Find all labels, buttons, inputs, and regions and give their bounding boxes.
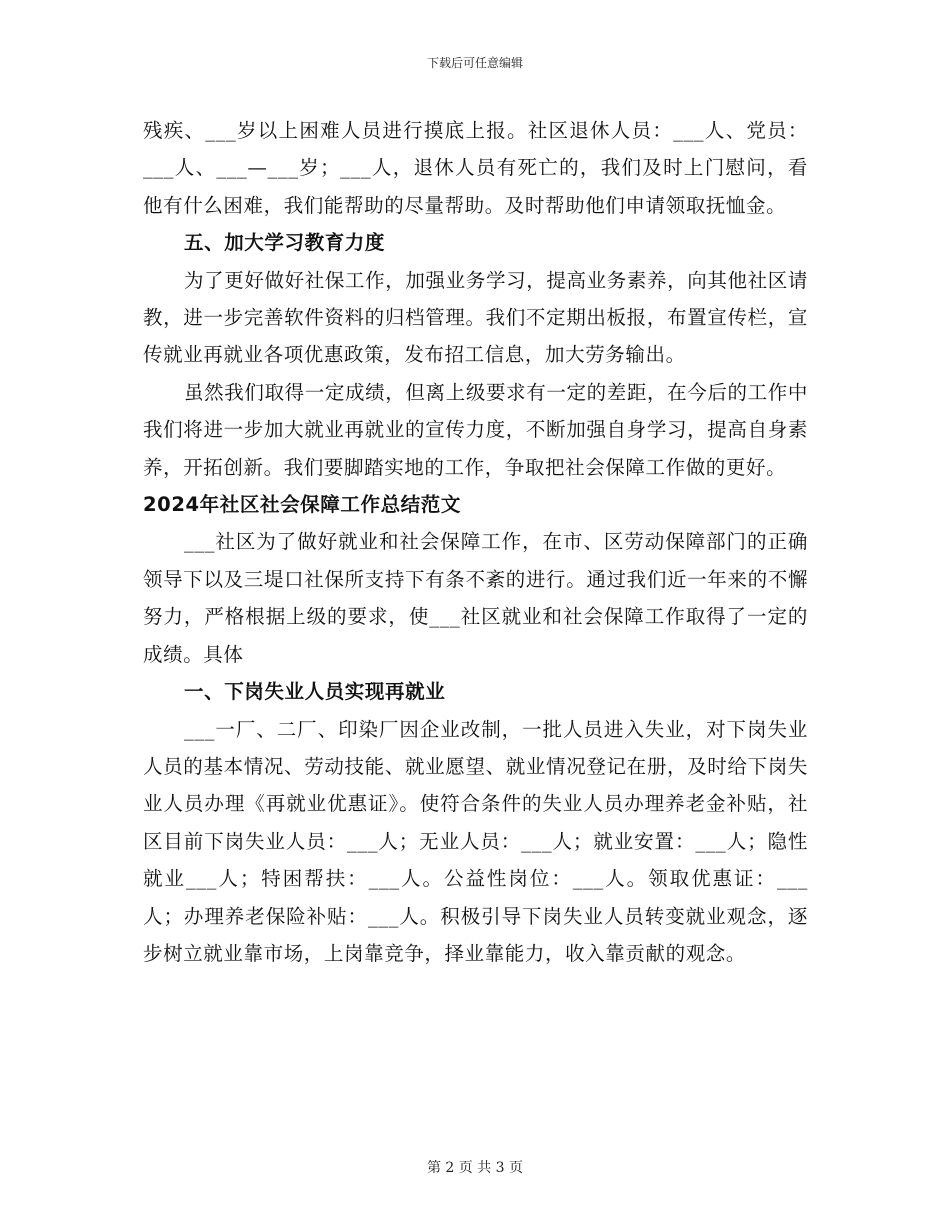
paragraph-disability-retirees: 残疾、___岁以上困难人员进行摸底上报。社区退休人员：___人、党员：___人、___—___岁；___人，退休人员有死亡的，我们及时上门慰问，看他有什么困难，我们能帮助的尽量帮助。及时帮助他们申请领取抚恤金。 <box>143 119 808 217</box>
page-footer: 第 2 页 共 3 页 <box>426 1160 524 1176</box>
paragraph-reemployment: ___一厂、二厂、印染厂因企业改制，一批人员进入失业，对下岗失业人员的基本情况、劳动技能、就业愿望、就业情况登记在册，及时给下岗失业人员办理《再就业优惠证》。使符合条件的失业人员办理养老金补贴，社区目前下岗失业人员：___人；无业人员：___人；就业安置：___人；隐性就业___人；特困帮扶：___人。公益性岗位：___人。领取优惠证：___人；办理养老保险补贴：___人。积极引导下岗失业人员转变就业观念，逐步树立就业靠市场，上岗靠竞争，择业靠能力，收入靠贡献的观念。 <box>143 717 808 965</box>
paragraph-intro: ___社区为了做好就业和社会保障工作，在市、区劳动保障部门的正确领导下以及三堤口社保所支持下有条不紊的进行。通过我们近一年来的不懈努力，严格根据上级的要求，使___社区就业和社会保障工作取得了一定的成绩。具体 <box>143 530 808 666</box>
section-heading-reemployment: 一、下岗失业人员实现再就业 <box>184 680 446 704</box>
section-heading-study: 五、加大学习教育力度 <box>184 231 386 255</box>
page-header: 下载后可任意编辑 <box>426 56 523 70</box>
document-body <box>143 112 808 972</box>
paragraph-conclusion: 虽然我们取得一定成绩，但离上级要求有一定的差距，在今后的工作中我们将进一步加大就业再就业的宣传力度，不断加强自身学习，提高自身素养，开拓创新。我们要脚踏实地的工作，争取把社会保障工作做的更好。 <box>143 380 808 479</box>
paragraph-study: 为了更好做好社保工作，加强业务学习，提高业务素养，向其他社区请教，进一步完善软件资料的归档管理。我们不定期出板报，布置宣传栏，宣传就业再就业各项优惠政策，发布招工信息，加大劳务输出。 <box>143 268 808 367</box>
document-title: 2024年社区社会保障工作总结范文 <box>143 493 461 517</box>
